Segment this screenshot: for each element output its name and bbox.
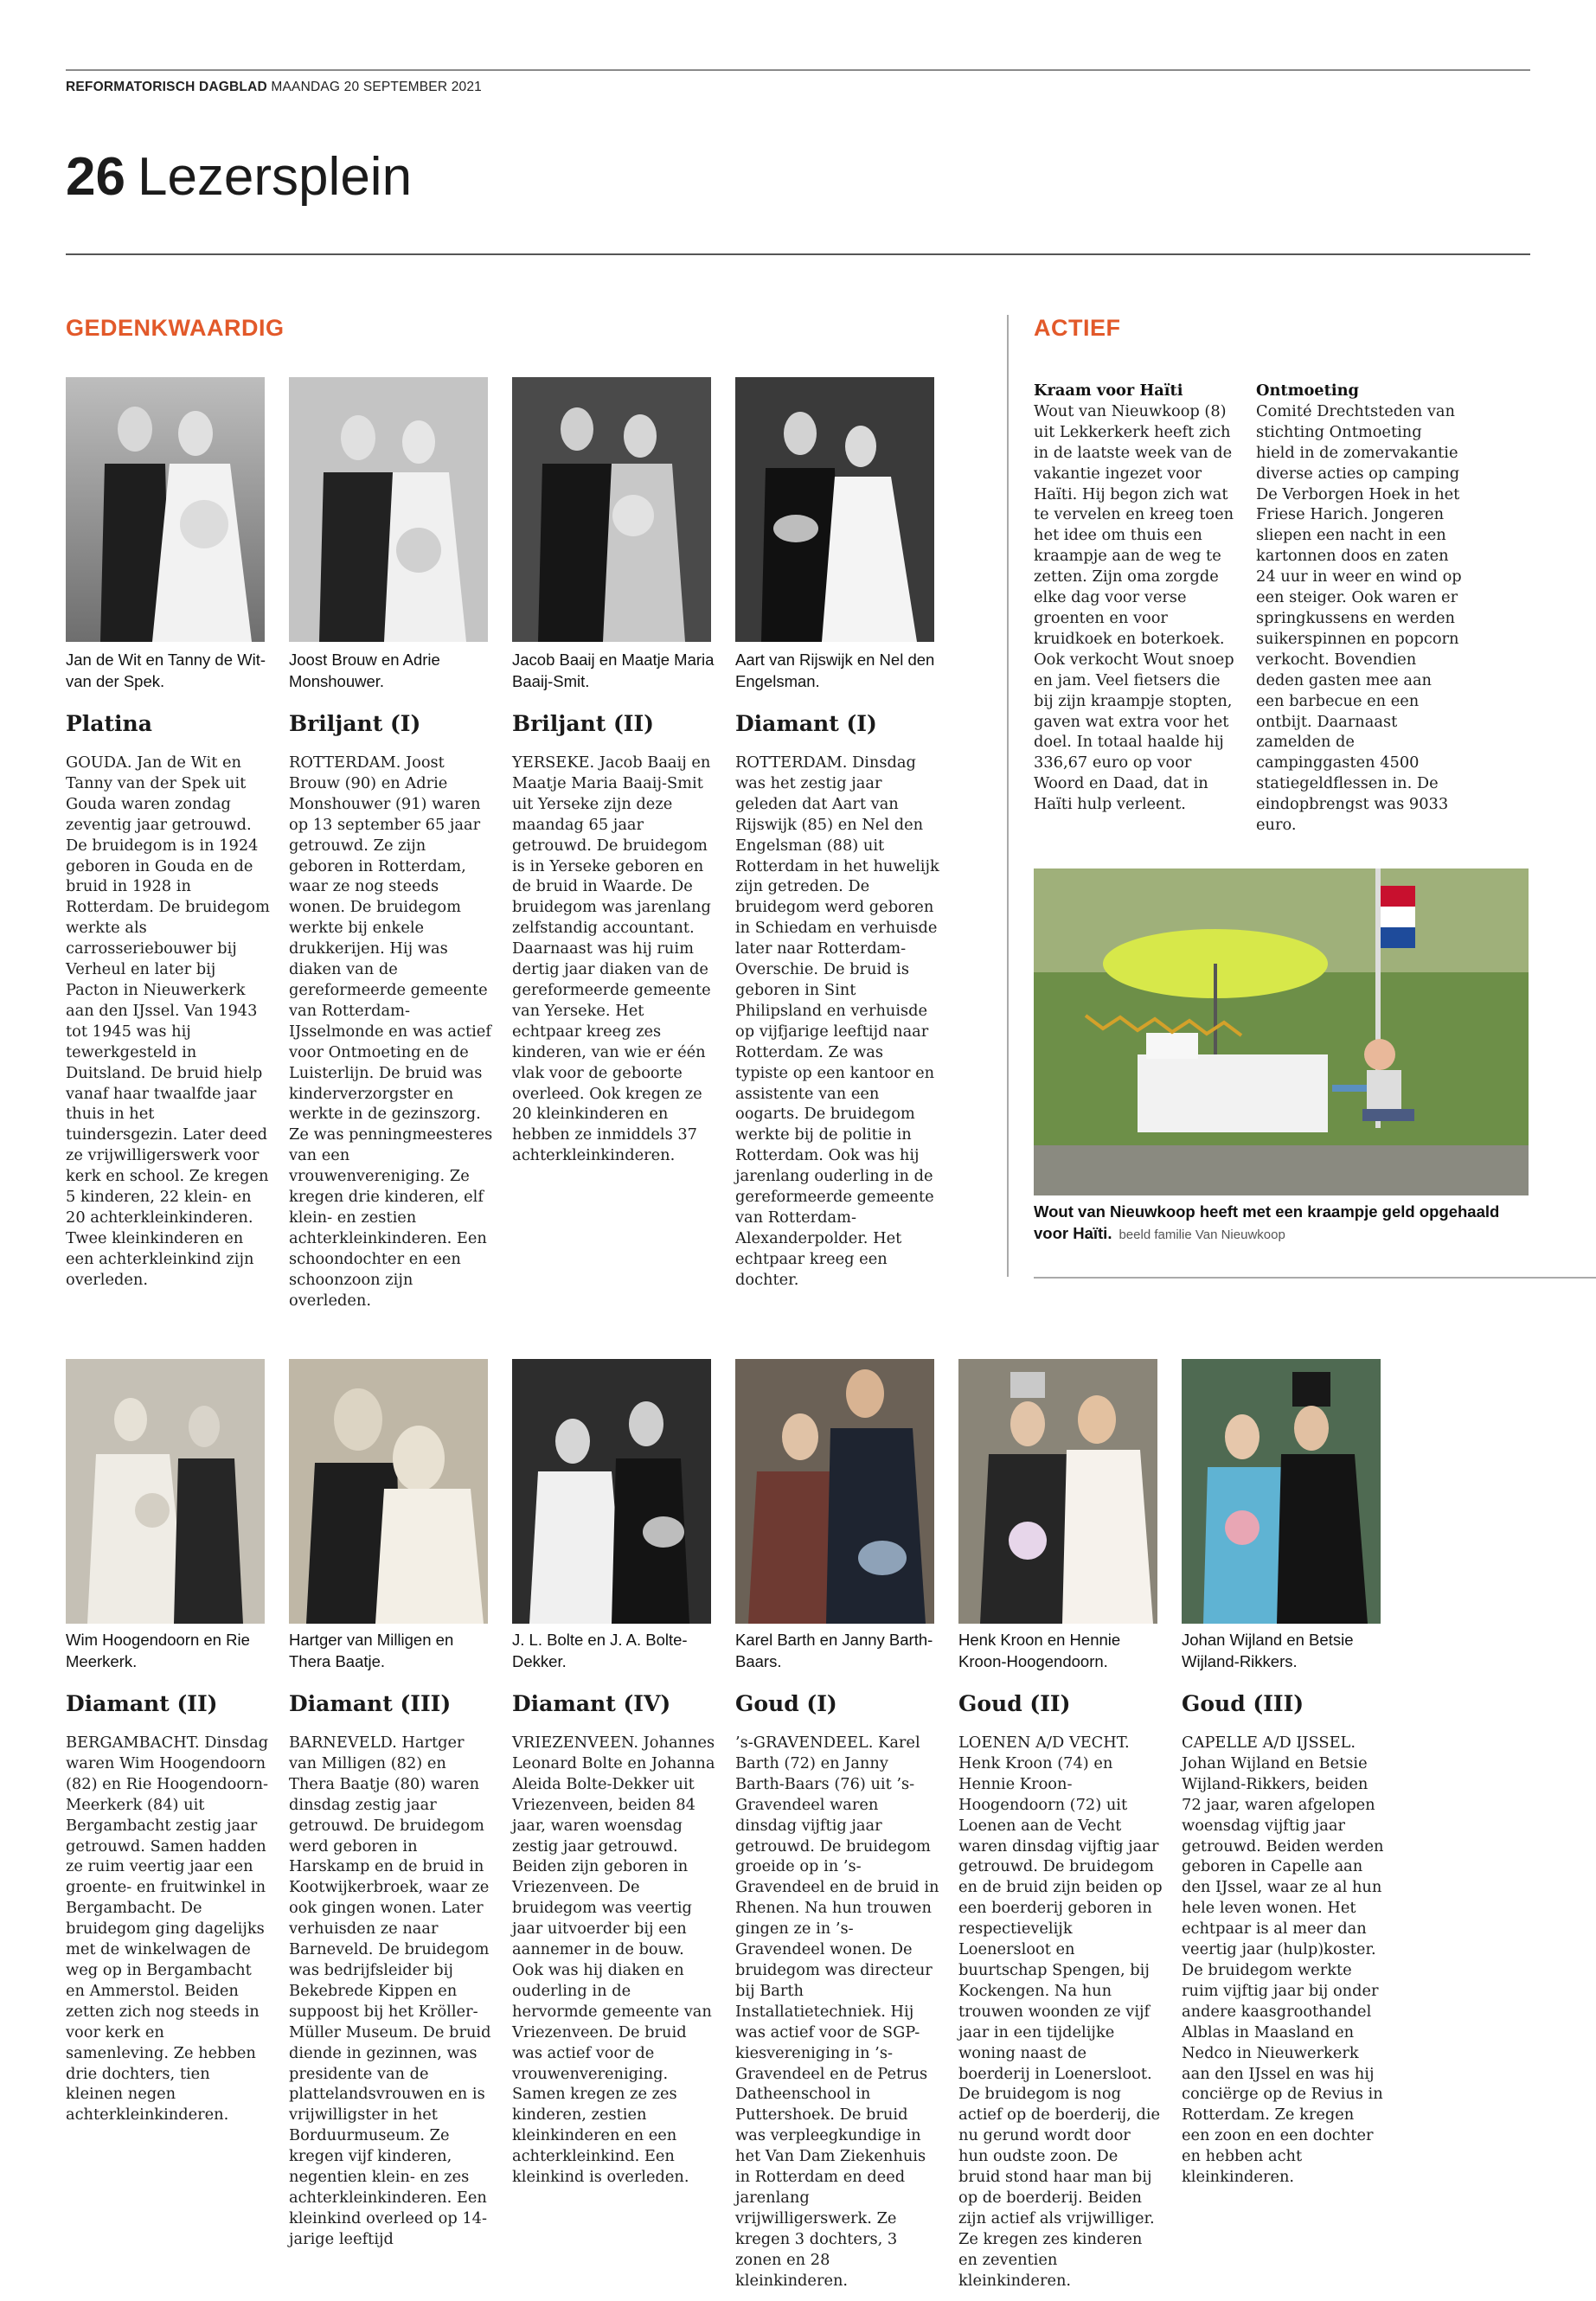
title-briljant-1: Briljant (I)	[289, 711, 421, 736]
caption-goud-3: Johan Wijland en Betsie Wijland-Rikkers.	[1182, 1631, 1354, 1670]
caption-briljant-1: Joost Brouw en Adrie Monshouwer.	[289, 651, 440, 690]
caption-diamant-4: J. L. Bolte en J. A. Bolte-Dekker.	[512, 1631, 688, 1670]
header-rule	[66, 253, 1530, 255]
wedding-photo-goud-3	[1182, 1359, 1381, 1624]
wedding-photo-diamant-2	[66, 1359, 265, 1624]
title-diamant-4: Diamant (IV)	[512, 1691, 671, 1716]
article-platina: GOUDA. Jan de Wit en Tanny van der Spek uit Gouda waren zondag zeventig jaar getrouwd. De bruidegom is in 1924 geboren in Gouda en de bruid in 1928 in Rotterdam. De bruidegom werkte als carrosseriebouwer bij Verheul en later bij Pacton in Nieuwerkerk aan den IJssel. Van 1943 tot 1945 was hij tewerkgesteld in Duitsland. De bruid hielp vanaf haar twaalfde jaar thuis in het tuindersgezin. Later deed ze vrijwilligerswerk voor kerk en school. Ze kregen 5 kinderen, 22 klein- en 20 achterkleinkinderen. Twee kleinkinderen en een achterkleinkind zijn overleden.	[66, 753, 270, 1289]
paper-name: REFORMATORISCH DAGBLAD	[66, 80, 267, 94]
actief-heading-haiti: Kraam voor Haïti	[1034, 381, 1183, 400]
caption-goud-1: Karel Barth en Janny Barth-Baars.	[735, 1631, 933, 1670]
article-briljant-1: ROTTERDAM. Joost Brouw (90) en Adrie Monshouwer (91) waren op 13 september 65 jaar getrouwd. Ze zijn geboren in Rotterdam, waar ze nog steeds wonen. De bruidegom werkte bij enkele drukkerijen. Hij was diaken van de gereformeerde gemeente van Rotterdam-IJsselmonde en was actief voor Ontmoeting en de Luisterlijn. De bruid was kinderverzorgster en werkte in de gezinszorg. Ze was penningmeesteres van een vrouwenvereniging. Ze kregen drie kinderen, elf klein- en zestien achterkleinkinderen. Een schoondochter en een schoonzoon zijn overleden.	[289, 753, 493, 1310]
title-goud-1: Goud (I)	[735, 1691, 837, 1716]
title-goud-3: Goud (III)	[1182, 1691, 1304, 1716]
wedding-photo-briljant-2	[512, 377, 711, 642]
wedding-photo-briljant-1	[289, 377, 488, 642]
section-actief: ACTIEF	[1034, 315, 1121, 341]
title-briljant-2: Briljant (II)	[512, 711, 655, 736]
column-divider	[1007, 315, 1009, 1277]
caption-diamant-1: Aart van Rijswijk en Nel den Engelsman.	[735, 651, 935, 690]
section-gedenkwaardig: GEDENKWAARDIG	[66, 315, 285, 341]
actief-item-haiti	[1034, 381, 1241, 815]
article-diamant-3: BARNEVELD. Hartger van Milligen (82) en Thera Baatje (80) waren dinsdag zestig jaar getrouwd. De bruidegom werd geboren in Harskamp en de bruid in Kootwijkerbroek, waar ze ook gingen wonen. Later verhuisden ze naar Barneveld. De bruidegom was bedrijfsleider bij Bekebrede Kippen en suppoost bij het Kröller-Müller Museum. De bruid diende in gezinnen, was presidente van de plattelandsvrouwen en is vrijwilligster in het Borduurmuseum. Ze kregen vijf kinderen, negentien klein- en zes achterkleinkinderen. Een kleinkind overleed op 14-jarige leeftijd	[289, 1734, 491, 2248]
article-goud-3: CAPELLE A/D IJSSEL. Johan Wijland en Betsie Wijland-Rikkers, beiden 72 jaar, waren afgelopen woensdag vijftig jaar getrouwd. Beiden werden geboren in Capelle aan den IJssel, waar ze al hun hele leven wonen. Het echtpaar is al meer dan veertig jaar (hulp)koster. De bruidegom werkte ruim vijftig jaar bij onder andere kaasgroothandel Alblas in Maasland en Nedco in Nieuwerkerk aan den IJssel en was hij conciërge op de Revius in Rotterdam. Ze kregen een zoon en een dochter en hebben acht kleinkinderen.	[1182, 1734, 1384, 2187]
article-diamant-1: ROTTERDAM. Dinsdag was het zestig jaar geleden dat Aart van Rijswijk (85) en Nel den Engelsman (88) uit Rotterdam in het huwelijk zijn getreden. De bruidegom werd geboren in Schiedam en verhuisde later naar Rotterdam-Overschie. De bruid is geboren in Sint Philipsland en verhuisde op vijfjarige leeftijd naar Rotterdam. Ze was typiste op een kantoor en assistente van een oogarts. De bruidegom werkte bij de politie in Rotterdam. Ook was hij jarenlang ouderling in de gereformeerde gemeente van Rotterdam-Alexanderpolder. Het echtpaar kreeg een dochter.	[735, 753, 939, 1289]
masthead	[66, 80, 482, 95]
title-diamant-1: Diamant (I)	[735, 711, 877, 736]
issue-date: MAANDAG 20 SEPTEMBER 2021	[271, 80, 483, 94]
wedding-photo-diamant-1	[735, 377, 934, 642]
page-title: Lezersplein	[137, 147, 413, 207]
article-goud-2: LOENEN A/D VECHT. Henk Kroon (74) en Hennie Kroon-Hoogendoorn (72) uit Loenen aan de Vecht waren dinsdag vijftig jaar getrouwd. De bruidegom en de bruid zijn beiden op een boerderij geboren in respectievelijk Loenersloot en buurtschap Spengen, bij Kockengen. Na hun trouwen woonden ze vijf jaar in een tijdelijke woning naast de boerderij in Loenersloot. De bruidegom is nog actief op de boerderij, die nu gerund wordt door hun oudste zoon. De bruid stond haar man bij op de boerderij. Beiden zijn actief als vrijwilliger. Ze kregen zes kinderen en zeventien kleinkinderen.	[958, 1734, 1163, 2290]
kraampje-photo	[1034, 868, 1529, 1195]
actief-heading-ontmoeting: Ontmoeting	[1256, 381, 1359, 400]
wedding-photo-diamant-4	[512, 1359, 711, 1624]
article-goud-1: ’s-GRAVENDEEL. Karel Barth (72) en Janny Barth-Baars (76) uit ’s-Gravendeel waren dinsdag vijftig jaar getrouwd. De bruidegom groeide op in ’s-Gravendeel en de bruid in Rhenen. Na hun trouwen gingen ze in ’s-Gravendeel wonen. De bruidegom was directeur bij Barth Installatietechniek. Hij was actief voor de SGP-kiesvereniging in ’s-Gravendeel en de Petrus Datheenschool in Puttershoek. De bruid was verpleegkundige in het Van Dam Ziekenhuis in Rotterdam en deed jarenlang vrijwilligerswerk. Ze kregen 3 dochters, 3 zonen en 28 kleinkinderen.	[735, 1734, 939, 2290]
wedding-photo-platina	[66, 377, 265, 642]
actief-body-ontmoeting: Comité Drechtsteden van stichting Ontmoeting hield in de zomervakantie diverse acties op camping De Verborgen Hoek in het Friese Harich. Jongeren sliepen een nacht in een kartonnen doos en zaten 24 uur in weer en wind op een steiger. Ook waren er springkussens en werden suikerspinnen en popcorn verkocht. Bovendien deden gasten mee aan een barbecue en een ontbijt. Daarnaast zamelden de campinggasten 4500 statiegeldflessen in. De eindopbrengst was 9033 euro.	[1256, 401, 1462, 835]
photo-credit: beeld familie Van Nieuwkoop	[1118, 1227, 1285, 1242]
caption-platina: Jan de Wit en Tanny de Wit-van der Spek.	[66, 651, 266, 690]
wedding-photo-diamant-3	[289, 1359, 488, 1624]
kraampje-caption	[1034, 1201, 1529, 1246]
kraampje-caption-text: Wout van Nieuwkoop heeft met een kraampje geld opgehaald voor Haïti.	[1034, 1202, 1500, 1242]
caption-goud-2: Henk Kroon en Hennie Kroon-Hoogendoorn.	[958, 1631, 1121, 1670]
title-diamant-3: Diamant (III)	[289, 1691, 452, 1716]
wedding-photo-goud-2	[958, 1359, 1157, 1624]
wedding-photo-goud-1	[735, 1359, 934, 1624]
caption-briljant-2: Jacob Baaij en Maatje Maria Baaij-Smit.	[512, 651, 715, 690]
page-heading	[66, 138, 412, 216]
page-number: 26	[66, 147, 125, 207]
actief-body-haiti: Wout van Nieuwkoop (8) uit Lekkerkerk heeft zich in de laatste week van de vakantie ingezet voor Haïti. Hij begon zich wat te vervelen en kreeg toen het idee om thuis een kraampje aan de weg te zetten. Zijn oma zorgde elke dag voor verse groenten en voor kruidkoek en boterkoek. Ook verkocht Wout snoep en jam. Veel fietsers die bij zijn kraampje stopten, gaven wat extra voor het doel. In totaal haalde hij 336,67 euro op voor Woord en Daad, dat in Haïti hulp verleent.	[1034, 401, 1234, 814]
article-diamant-4: VRIEZENVEEN. Johannes Leonard Bolte en Johanna Aleida Bolte-Dekker uit Vriezenveen, beiden 84 jaar, waren woensdag zestig jaar getrouwd. Beiden zijn geboren in Vriezenveen. De bruidegom was veertig jaar uitvoerder bij een aannemer in de bouw. Ook was hij diaken en ouderling in de hervormde gemeente van Vriezenveen. De bruid was actief voor de vrouwenvereniging. Samen kregen ze zes kinderen, zestien kleinkinderen en een achterkleinkind. Een kleinkind is overleden.	[512, 1734, 715, 2187]
title-platina: Platina	[66, 711, 152, 736]
title-goud-2: Goud (II)	[958, 1691, 1071, 1716]
top-rule	[66, 69, 1530, 71]
actief-bottom-rule	[1034, 1277, 1596, 1279]
caption-diamant-3: Hartger van Milligen en Thera Baatje.	[289, 1631, 454, 1670]
caption-diamant-2: Wim Hoogendoorn en Rie Meerkerk.	[66, 1631, 250, 1670]
actief-item-ontmoeting	[1256, 381, 1464, 836]
title-diamant-2: Diamant (II)	[66, 1691, 218, 1716]
article-briljant-2: YERSEKE. Jacob Baaij en Maatje Maria Baaij-Smit uit Yerseke zijn deze maandag 65 jaar getrouwd. De bruidegom is in Yerseke geboren en de bruid in Waarde. De bruidegom was jarenlang zelfstandig accountant. Daarnaast was hij ruim dertig jaar diaken van de gereformeerde gemeente van Yerseke. Het echtpaar kreeg zes kinderen, van wie er één vlak voor de geboorte overleed. Ook kregen ze 20 kleinkinderen en hebben ze inmiddels 37 achterkleinkinderen.	[512, 753, 711, 1165]
article-diamant-2: BERGAMBACHT. Dinsdag waren Wim Hoogendoorn (82) en Rie Hoogendoorn-Meerkerk (84) uit Bergambacht zestig jaar getrouwd. Samen hadden ze ruim veertig jaar een groente- en fruitwinkel in Bergambacht. De bruidegom ging dagelijks met de winkelwagen de weg op in Bergambacht en Ammerstol. Beiden zetten zich nog steeds in voor kerk en samenleving. Ze hebben drie dochters, tien kleinen negen achterkleinkinderen.	[66, 1734, 269, 2125]
